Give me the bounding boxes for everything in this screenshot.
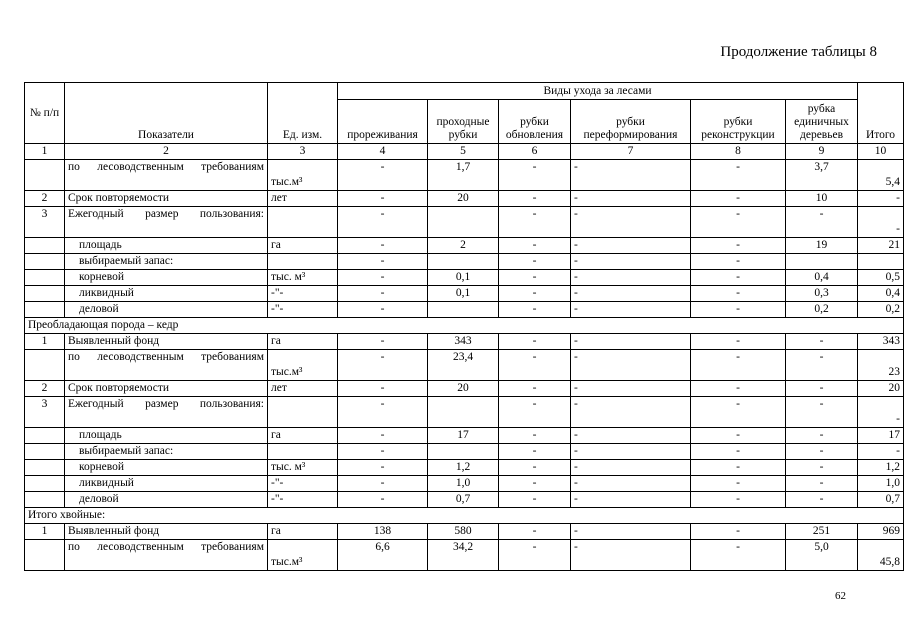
cell-value: - [858, 397, 904, 428]
row-label: деловой [65, 302, 268, 318]
header-group: Виды ухода за лесами [338, 83, 858, 100]
cell-value: 0,4 [786, 270, 858, 286]
row-number [25, 270, 65, 286]
cell-value: 6,6 [338, 540, 428, 571]
col-number: 5 [428, 144, 499, 160]
row-unit [268, 207, 338, 238]
row-label: ликвидный [65, 476, 268, 492]
cell-value [428, 254, 499, 270]
col-number: 8 [691, 144, 786, 160]
row-number [25, 460, 65, 476]
cell-value [428, 302, 499, 318]
cell-value: - [786, 397, 858, 428]
cell-value: - [499, 254, 571, 270]
row-number: 2 [25, 381, 65, 397]
col-number: 6 [499, 144, 571, 160]
cell-value: - [499, 444, 571, 460]
row-label: корневой [65, 460, 268, 476]
cell-value: 0,5 [858, 270, 904, 286]
cell-value: - [571, 207, 691, 238]
row-unit: га [268, 524, 338, 540]
cell-value: - [786, 444, 858, 460]
section-title: Итого хвойные: [25, 508, 904, 524]
cell-value: - [571, 476, 691, 492]
cell-value: 5,0 [786, 540, 858, 571]
row-number [25, 540, 65, 571]
cell-value: - [499, 207, 571, 238]
cell-value: 2 [428, 238, 499, 254]
row-label: выбираемый запас: [65, 254, 268, 270]
table-row [25, 381, 904, 397]
row-unit: тыс. м³ [268, 270, 338, 286]
row-unit: тыс.м³ [268, 160, 338, 191]
table-caption: Продолжение таблицы 8 [720, 44, 877, 60]
cell-value: - [338, 270, 428, 286]
cell-value: - [571, 350, 691, 381]
table-row [25, 350, 904, 381]
table-row [25, 508, 904, 524]
table-row [25, 318, 904, 334]
row-number: 3 [25, 207, 65, 238]
col-number: 2 [65, 144, 268, 160]
cell-value: - [691, 302, 786, 318]
table-row [25, 334, 904, 350]
header-col-2: проходные рубки [428, 100, 499, 144]
cell-value: - [571, 270, 691, 286]
cell-value: - [338, 492, 428, 508]
cell-value: - [499, 492, 571, 508]
cell-value: 1,7 [428, 160, 499, 191]
row-label: Ежегодный размер пользования: [65, 397, 268, 428]
table-row [25, 444, 904, 460]
cell-value: 20 [428, 381, 499, 397]
cell-value: 23 [858, 350, 904, 381]
table-row [25, 238, 904, 254]
row-number [25, 350, 65, 381]
cell-value: - [338, 350, 428, 381]
row-unit: лет [268, 191, 338, 207]
cell-value: - [338, 286, 428, 302]
cell-value: - [338, 254, 428, 270]
row-number [25, 160, 65, 191]
cell-value: - [691, 207, 786, 238]
cell-value: - [858, 207, 904, 238]
header-unit: Ед. изм. [268, 83, 338, 144]
cell-value: - [691, 350, 786, 381]
cell-value: 0,2 [786, 302, 858, 318]
cell-value: - [691, 460, 786, 476]
cell-value: - [499, 286, 571, 302]
table-body [25, 160, 904, 571]
cell-value: - [858, 444, 904, 460]
row-number [25, 476, 65, 492]
row-number [25, 302, 65, 318]
header-col-4: рубки переформирования [571, 100, 691, 144]
row-number: 2 [25, 191, 65, 207]
cell-value: 343 [858, 334, 904, 350]
cell-value: - [499, 381, 571, 397]
col-number: 4 [338, 144, 428, 160]
cell-value: 19 [786, 238, 858, 254]
row-unit: тыс.м³ [268, 540, 338, 571]
cell-value: - [499, 397, 571, 428]
data-table [24, 82, 904, 571]
cell-value: 0,1 [428, 270, 499, 286]
cell-value: - [499, 238, 571, 254]
row-unit: га [268, 428, 338, 444]
row-number: 1 [25, 334, 65, 350]
cell-value: - [499, 334, 571, 350]
col-number: 9 [786, 144, 858, 160]
cell-value: - [499, 524, 571, 540]
cell-value: - [338, 302, 428, 318]
cell-value: 138 [338, 524, 428, 540]
cell-value: - [571, 492, 691, 508]
row-unit [268, 397, 338, 428]
cell-value: 10 [786, 191, 858, 207]
table-row [25, 286, 904, 302]
cell-value: - [571, 286, 691, 302]
cell-value: - [786, 476, 858, 492]
cell-value: - [338, 397, 428, 428]
row-label: площадь [65, 238, 268, 254]
cell-value: 17 [858, 428, 904, 444]
cell-value: 1,0 [858, 476, 904, 492]
cell-value: - [499, 270, 571, 286]
cell-value: 17 [428, 428, 499, 444]
header-indicator: Показатели [65, 83, 268, 144]
row-unit: га [268, 238, 338, 254]
row-label: Срок повторяемости [65, 191, 268, 207]
cell-value: - [786, 381, 858, 397]
cell-value: - [499, 302, 571, 318]
cell-value: - [571, 334, 691, 350]
header-col-3: рубки обновления [499, 100, 571, 144]
cell-value: - [571, 428, 691, 444]
table-row [25, 302, 904, 318]
cell-value: - [691, 286, 786, 302]
cell-value: - [338, 334, 428, 350]
cell-value: 0,2 [858, 302, 904, 318]
header-num: № п/п [25, 83, 65, 144]
cell-value: 20 [428, 191, 499, 207]
cell-value: - [571, 160, 691, 191]
row-unit: тыс.м³ [268, 350, 338, 381]
cell-value [428, 397, 499, 428]
cell-value: 23,4 [428, 350, 499, 381]
cell-value: - [499, 160, 571, 191]
cell-value: - [571, 254, 691, 270]
table-row [25, 207, 904, 238]
cell-value: - [499, 191, 571, 207]
table-row [25, 460, 904, 476]
cell-value: 34,2 [428, 540, 499, 571]
cell-value: - [571, 238, 691, 254]
cell-value: - [338, 191, 428, 207]
row-unit [268, 444, 338, 460]
cell-value: - [786, 334, 858, 350]
cell-value: - [338, 238, 428, 254]
cell-value: 45,8 [858, 540, 904, 571]
row-label: Выявленный фонд [65, 524, 268, 540]
table-row [25, 540, 904, 571]
cell-value: - [858, 191, 904, 207]
cell-value: 21 [858, 238, 904, 254]
cell-value: - [786, 207, 858, 238]
col-number: 1 [25, 144, 65, 160]
cell-value: - [571, 524, 691, 540]
row-unit: га [268, 334, 338, 350]
cell-value: - [499, 428, 571, 444]
cell-value: - [691, 540, 786, 571]
cell-value: - [571, 397, 691, 428]
col-number: 3 [268, 144, 338, 160]
cell-value: - [499, 540, 571, 571]
row-unit: -"- [268, 302, 338, 318]
cell-value: - [338, 160, 428, 191]
cell-value [428, 207, 499, 238]
cell-value: 580 [428, 524, 499, 540]
header-total: Итого [858, 83, 904, 144]
table-row [25, 191, 904, 207]
cell-value: - [499, 350, 571, 381]
cell-value: - [499, 476, 571, 492]
table-row [25, 428, 904, 444]
table-row [25, 492, 904, 508]
row-label: площадь [65, 428, 268, 444]
row-number: 3 [25, 397, 65, 428]
row-number [25, 428, 65, 444]
cell-value: - [786, 492, 858, 508]
table-row [25, 476, 904, 492]
cell-value: - [691, 381, 786, 397]
cell-value: 3,7 [786, 160, 858, 191]
cell-value [428, 444, 499, 460]
table-row [25, 160, 904, 191]
row-unit: -"- [268, 286, 338, 302]
cell-value: - [691, 397, 786, 428]
row-number [25, 286, 65, 302]
cell-value: - [338, 476, 428, 492]
row-number [25, 238, 65, 254]
cell-value: 343 [428, 334, 499, 350]
cell-value: - [338, 207, 428, 238]
table-row [25, 254, 904, 270]
cell-value: - [571, 191, 691, 207]
cell-value: - [691, 238, 786, 254]
row-unit: лет [268, 381, 338, 397]
cell-value: 5,4 [858, 160, 904, 191]
row-label: Выявленный фонд [65, 334, 268, 350]
cell-value: 0,4 [858, 286, 904, 302]
cell-value: - [571, 444, 691, 460]
cell-value: - [691, 428, 786, 444]
cell-value: - [571, 540, 691, 571]
row-label: деловой [65, 492, 268, 508]
row-unit: -"- [268, 476, 338, 492]
cell-value: 1,2 [428, 460, 499, 476]
row-label: Ежегодный размер пользования: [65, 207, 268, 238]
cell-value: - [786, 428, 858, 444]
row-number [25, 254, 65, 270]
row-unit [268, 254, 338, 270]
header-col-6: рубка единичных деревьев [786, 100, 858, 144]
cell-value: - [786, 350, 858, 381]
cell-value: - [691, 524, 786, 540]
table-row [25, 524, 904, 540]
cell-value: - [786, 460, 858, 476]
cell-value: - [338, 460, 428, 476]
cell-value: - [691, 492, 786, 508]
cell-value: 1,2 [858, 460, 904, 476]
cell-value: - [691, 254, 786, 270]
row-number [25, 444, 65, 460]
cell-value: 0,7 [858, 492, 904, 508]
cell-value: 0,3 [786, 286, 858, 302]
cell-value: 251 [786, 524, 858, 540]
cell-value: - [691, 334, 786, 350]
cell-value: - [691, 476, 786, 492]
cell-value: - [571, 381, 691, 397]
cell-value: 0,1 [428, 286, 499, 302]
row-unit: -"- [268, 492, 338, 508]
row-number [25, 492, 65, 508]
table-row [25, 397, 904, 428]
cell-value: - [338, 444, 428, 460]
cell-value: - [499, 460, 571, 476]
cell-value: 1,0 [428, 476, 499, 492]
cell-value: - [691, 270, 786, 286]
row-label: по лесоводственным требованиям [65, 540, 268, 571]
table-row [25, 270, 904, 286]
row-label: выбираемый запас: [65, 444, 268, 460]
row-number: 1 [25, 524, 65, 540]
cell-value: - [691, 160, 786, 191]
cell-value: - [571, 460, 691, 476]
col-number: 10 [858, 144, 904, 160]
row-label: Срок повторяемости [65, 381, 268, 397]
cell-value [858, 254, 904, 270]
cell-value: - [571, 302, 691, 318]
cell-value: 20 [858, 381, 904, 397]
cell-value: - [338, 381, 428, 397]
header-col-5: рубки реконструкции [691, 100, 786, 144]
section-title: Преобладающая порода – кедр [25, 318, 904, 334]
row-label: ликвидный [65, 286, 268, 302]
cell-value: - [338, 428, 428, 444]
col-number: 7 [571, 144, 691, 160]
row-label: по лесоводственным требованиям [65, 160, 268, 191]
header-col-1: прореживания [338, 100, 428, 144]
cell-value: - [691, 444, 786, 460]
row-label: корневой [65, 270, 268, 286]
row-label: по лесоводственным требованиям [65, 350, 268, 381]
cell-value: - [691, 191, 786, 207]
cell-value [786, 254, 858, 270]
cell-value: 969 [858, 524, 904, 540]
cell-value: 0,7 [428, 492, 499, 508]
page-number: 62 [835, 590, 846, 602]
row-unit: тыс. м³ [268, 460, 338, 476]
